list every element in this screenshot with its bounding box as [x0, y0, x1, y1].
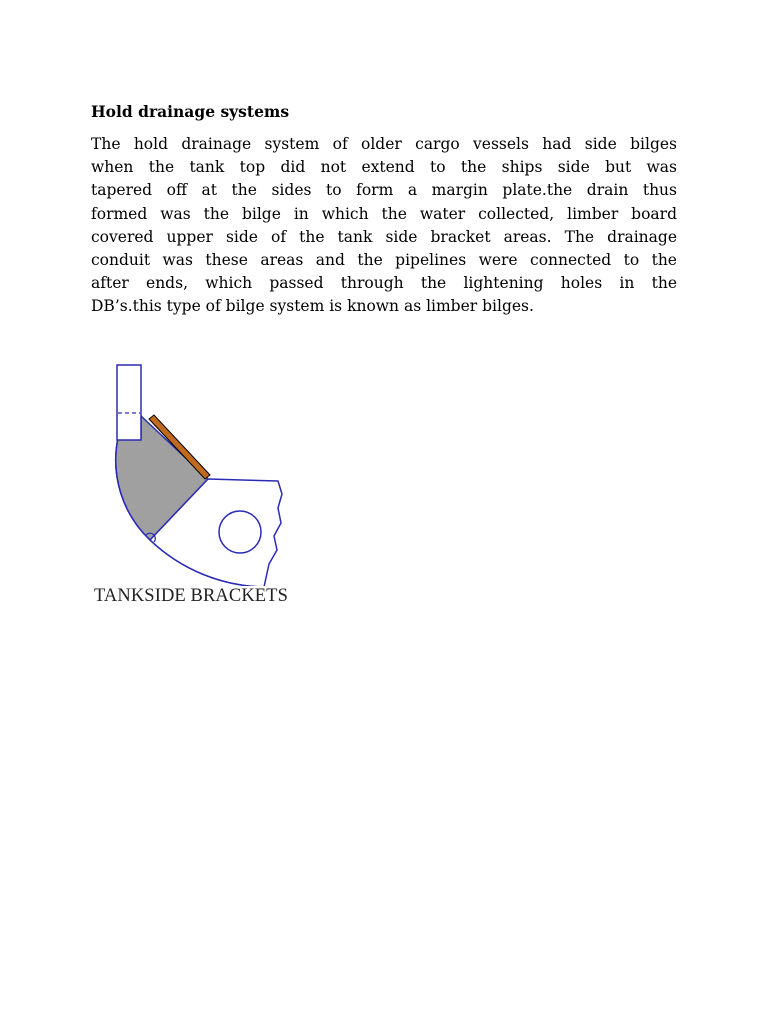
paragraph-line: covered upper side of the tank side bracket areas. The drainage — [91, 227, 677, 246]
paragraph-line: tapered off at the sides to form a margin plate.the drain thus — [91, 181, 677, 200]
lightening-hole — [219, 511, 261, 553]
paragraph-line: when the tank top did not extend to the ships side but was — [91, 158, 677, 177]
figure-caption: TANKSIDE BRACKETS — [94, 586, 288, 606]
paragraph-line: conduit was these areas and the pipelines were connected to the — [91, 251, 677, 270]
body-paragraph — [91, 133, 677, 319]
section-heading: Hold drainage systems — [91, 102, 290, 121]
paragraph-line: The hold drainage system of older cargo vessels had side bilges — [91, 135, 677, 153]
frame-member — [117, 365, 141, 440]
paragraph-line: formed was the bilge in which the water collected, limber board — [91, 204, 677, 223]
tankside-brackets-figure — [88, 358, 318, 614]
paragraph-line: DB’s.this type of bilge system is known as limber bilges. — [91, 297, 534, 316]
paragraph-line: after ends, which passed through the lightening holes in the — [91, 274, 677, 293]
tankside-brackets-diagram — [88, 358, 318, 586]
